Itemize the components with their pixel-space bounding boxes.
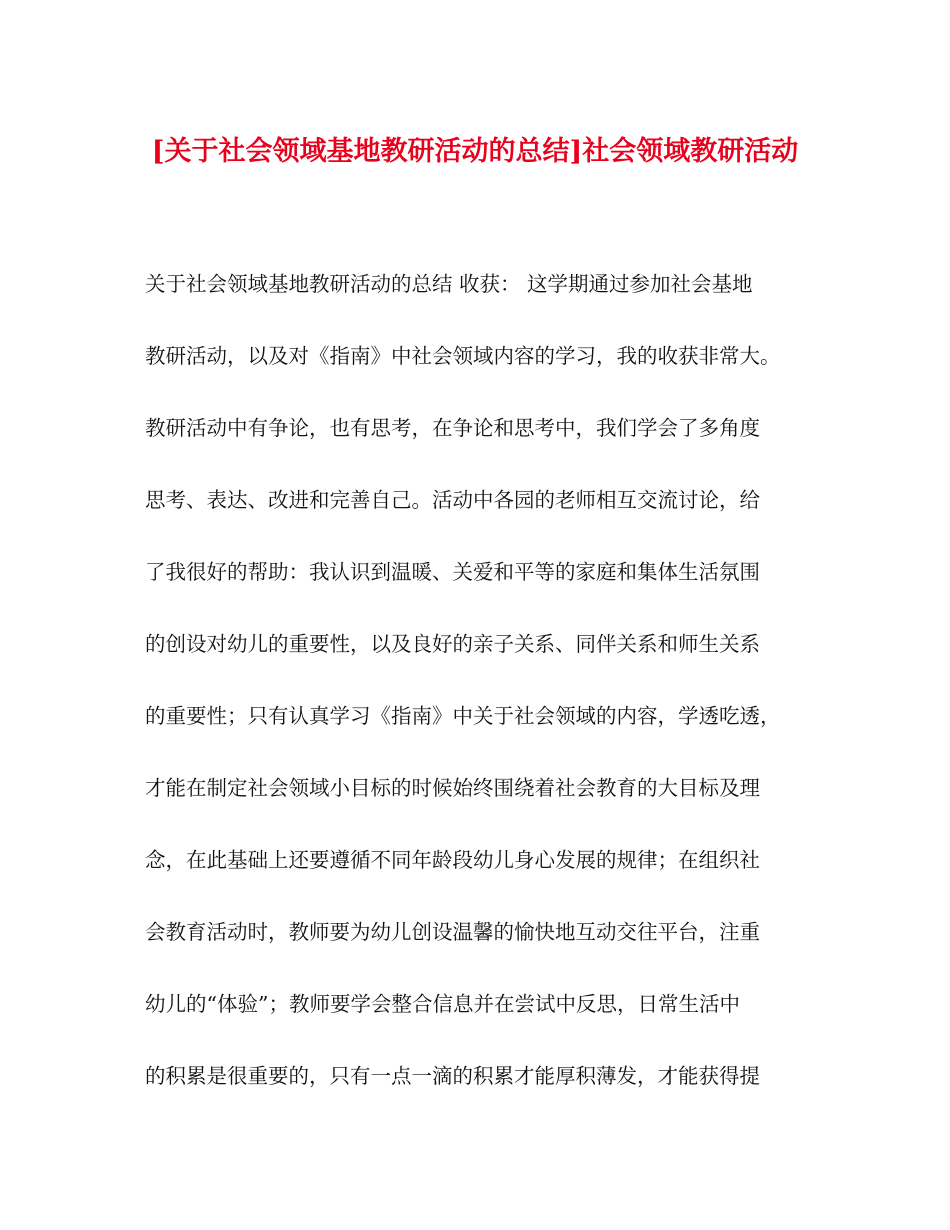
body-line-6: 的创设对幼儿的重要性，以及良好的亲子关系、同伴关系和师生关系 [145, 632, 760, 656]
body-line-9: 念，在此基础上还要遵循不同年龄段幼儿身心发展的规律；在组织社 [145, 848, 760, 872]
body-line-4: 思考、表达、改进和完善自己。活动中各园的老师相互交流讨论，给 [145, 488, 760, 512]
body-line-5: 了我很好的帮助：我认识到温暖、关爱和平等的家庭和集体生活氛围 [145, 560, 760, 584]
body-line-3: 教研活动中有争论，也有思考，在争论和思考中，我们学会了多角度 [145, 416, 760, 440]
document-title: [关于社会领域基地教研活动的总结]社会领域教研活动 [151, 136, 799, 167]
body-line-2: 教研活动，以及对《指南》中社会领域内容的学习，我的收获非常大。 [145, 344, 781, 368]
body-line-11: 幼儿的“体验”；教师要学会整合信息并在尝试中反思，日常生活中 [145, 992, 740, 1016]
body-line-1: 关于社会领域基地教研活动的总结 收获： 这学期通过参加社会基地 [145, 272, 753, 296]
body-line-12: 的积累是很重要的，只有一点一滴的积累才能厚积薄发，才能获得提 [145, 1064, 760, 1088]
body-line-10: 会教育活动时，教师要为幼儿创设温馨的愉快地互动交往平台，注重 [145, 920, 760, 944]
body-line-8: 才能在制定社会领域小目标的时候始终围绕着社会教育的大目标及理 [145, 776, 760, 800]
body-line-7: 的重要性；只有认真学习《指南》中关于社会领域的内容，学透吃透， [145, 704, 781, 728]
